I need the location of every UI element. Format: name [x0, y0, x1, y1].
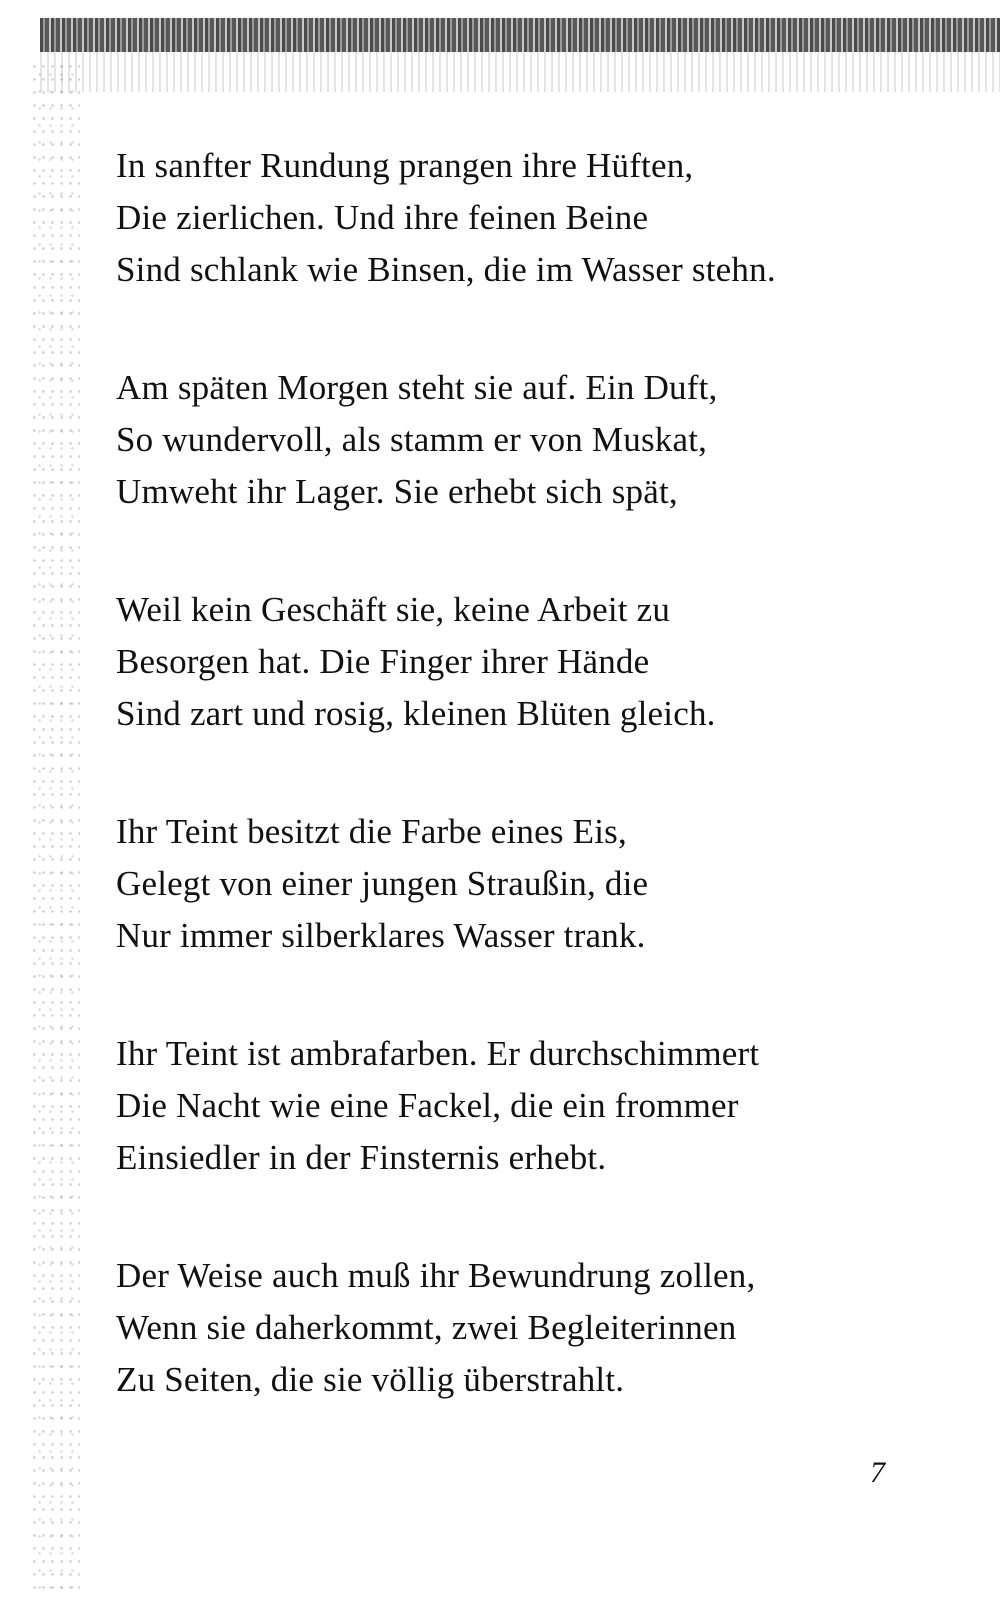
stanza-3: [116, 584, 716, 740]
stanza-2: [116, 362, 717, 518]
poem-line: Umweht ihr Lager. Sie erhebt sich spät,: [116, 472, 678, 511]
poem-line: Ihr Teint besitzt die Farbe eines Eis,: [116, 812, 627, 851]
stanza-5: [116, 1028, 759, 1184]
poem-line: Die zierlichen. Und ihre feinen Beine: [116, 198, 649, 237]
poem-line: Sind schlank wie Binsen, die im Wasser stehn.: [116, 250, 776, 289]
poem-line: Gelegt von einer jungen Straußin, die: [116, 864, 649, 903]
poem-line: So wundervoll, als stamm er von Muskat,: [116, 420, 708, 459]
poem-line: Besorgen hat. Die Finger ihrer Hände: [116, 642, 650, 681]
poem-line: In sanfter Rundung prangen ihre Hüften,: [116, 146, 694, 185]
poem-line: Der Weise auch muß ihr Bewundrung zollen,: [116, 1256, 756, 1295]
page-number: 7: [870, 1456, 885, 1489]
poem-line: Einsiedler in der Finsternis erhebt.: [116, 1138, 607, 1177]
poem-line: Wenn sie daherkommt, zwei Begleiterinnen: [116, 1308, 737, 1347]
scan-edge-top: [40, 18, 1000, 52]
poem-line: Zu Seiten, die sie völlig überstrahlt.: [116, 1360, 625, 1399]
poem-line: Am späten Morgen steht sie auf. Ein Duft,: [116, 368, 718, 407]
stanza-6: [116, 1250, 755, 1406]
stanza-4: [116, 806, 648, 962]
stanza-1: [116, 140, 776, 296]
poem-line: Ihr Teint ist ambrafarben. Er durchschimmert: [116, 1034, 760, 1073]
scan-edge-left: [30, 60, 80, 1590]
poem-line: Weil kein Geschäft sie, keine Arbeit zu: [116, 590, 671, 629]
poem-line: Die Nacht wie eine Fackel, die ein frommer: [116, 1086, 739, 1125]
poem-line: Sind zart und rosig, kleinen Blüten gleich.: [116, 694, 716, 733]
scan-edge-top-fade: [40, 52, 1000, 92]
poem-line: Nur immer silberklares Wasser trank.: [116, 916, 646, 955]
